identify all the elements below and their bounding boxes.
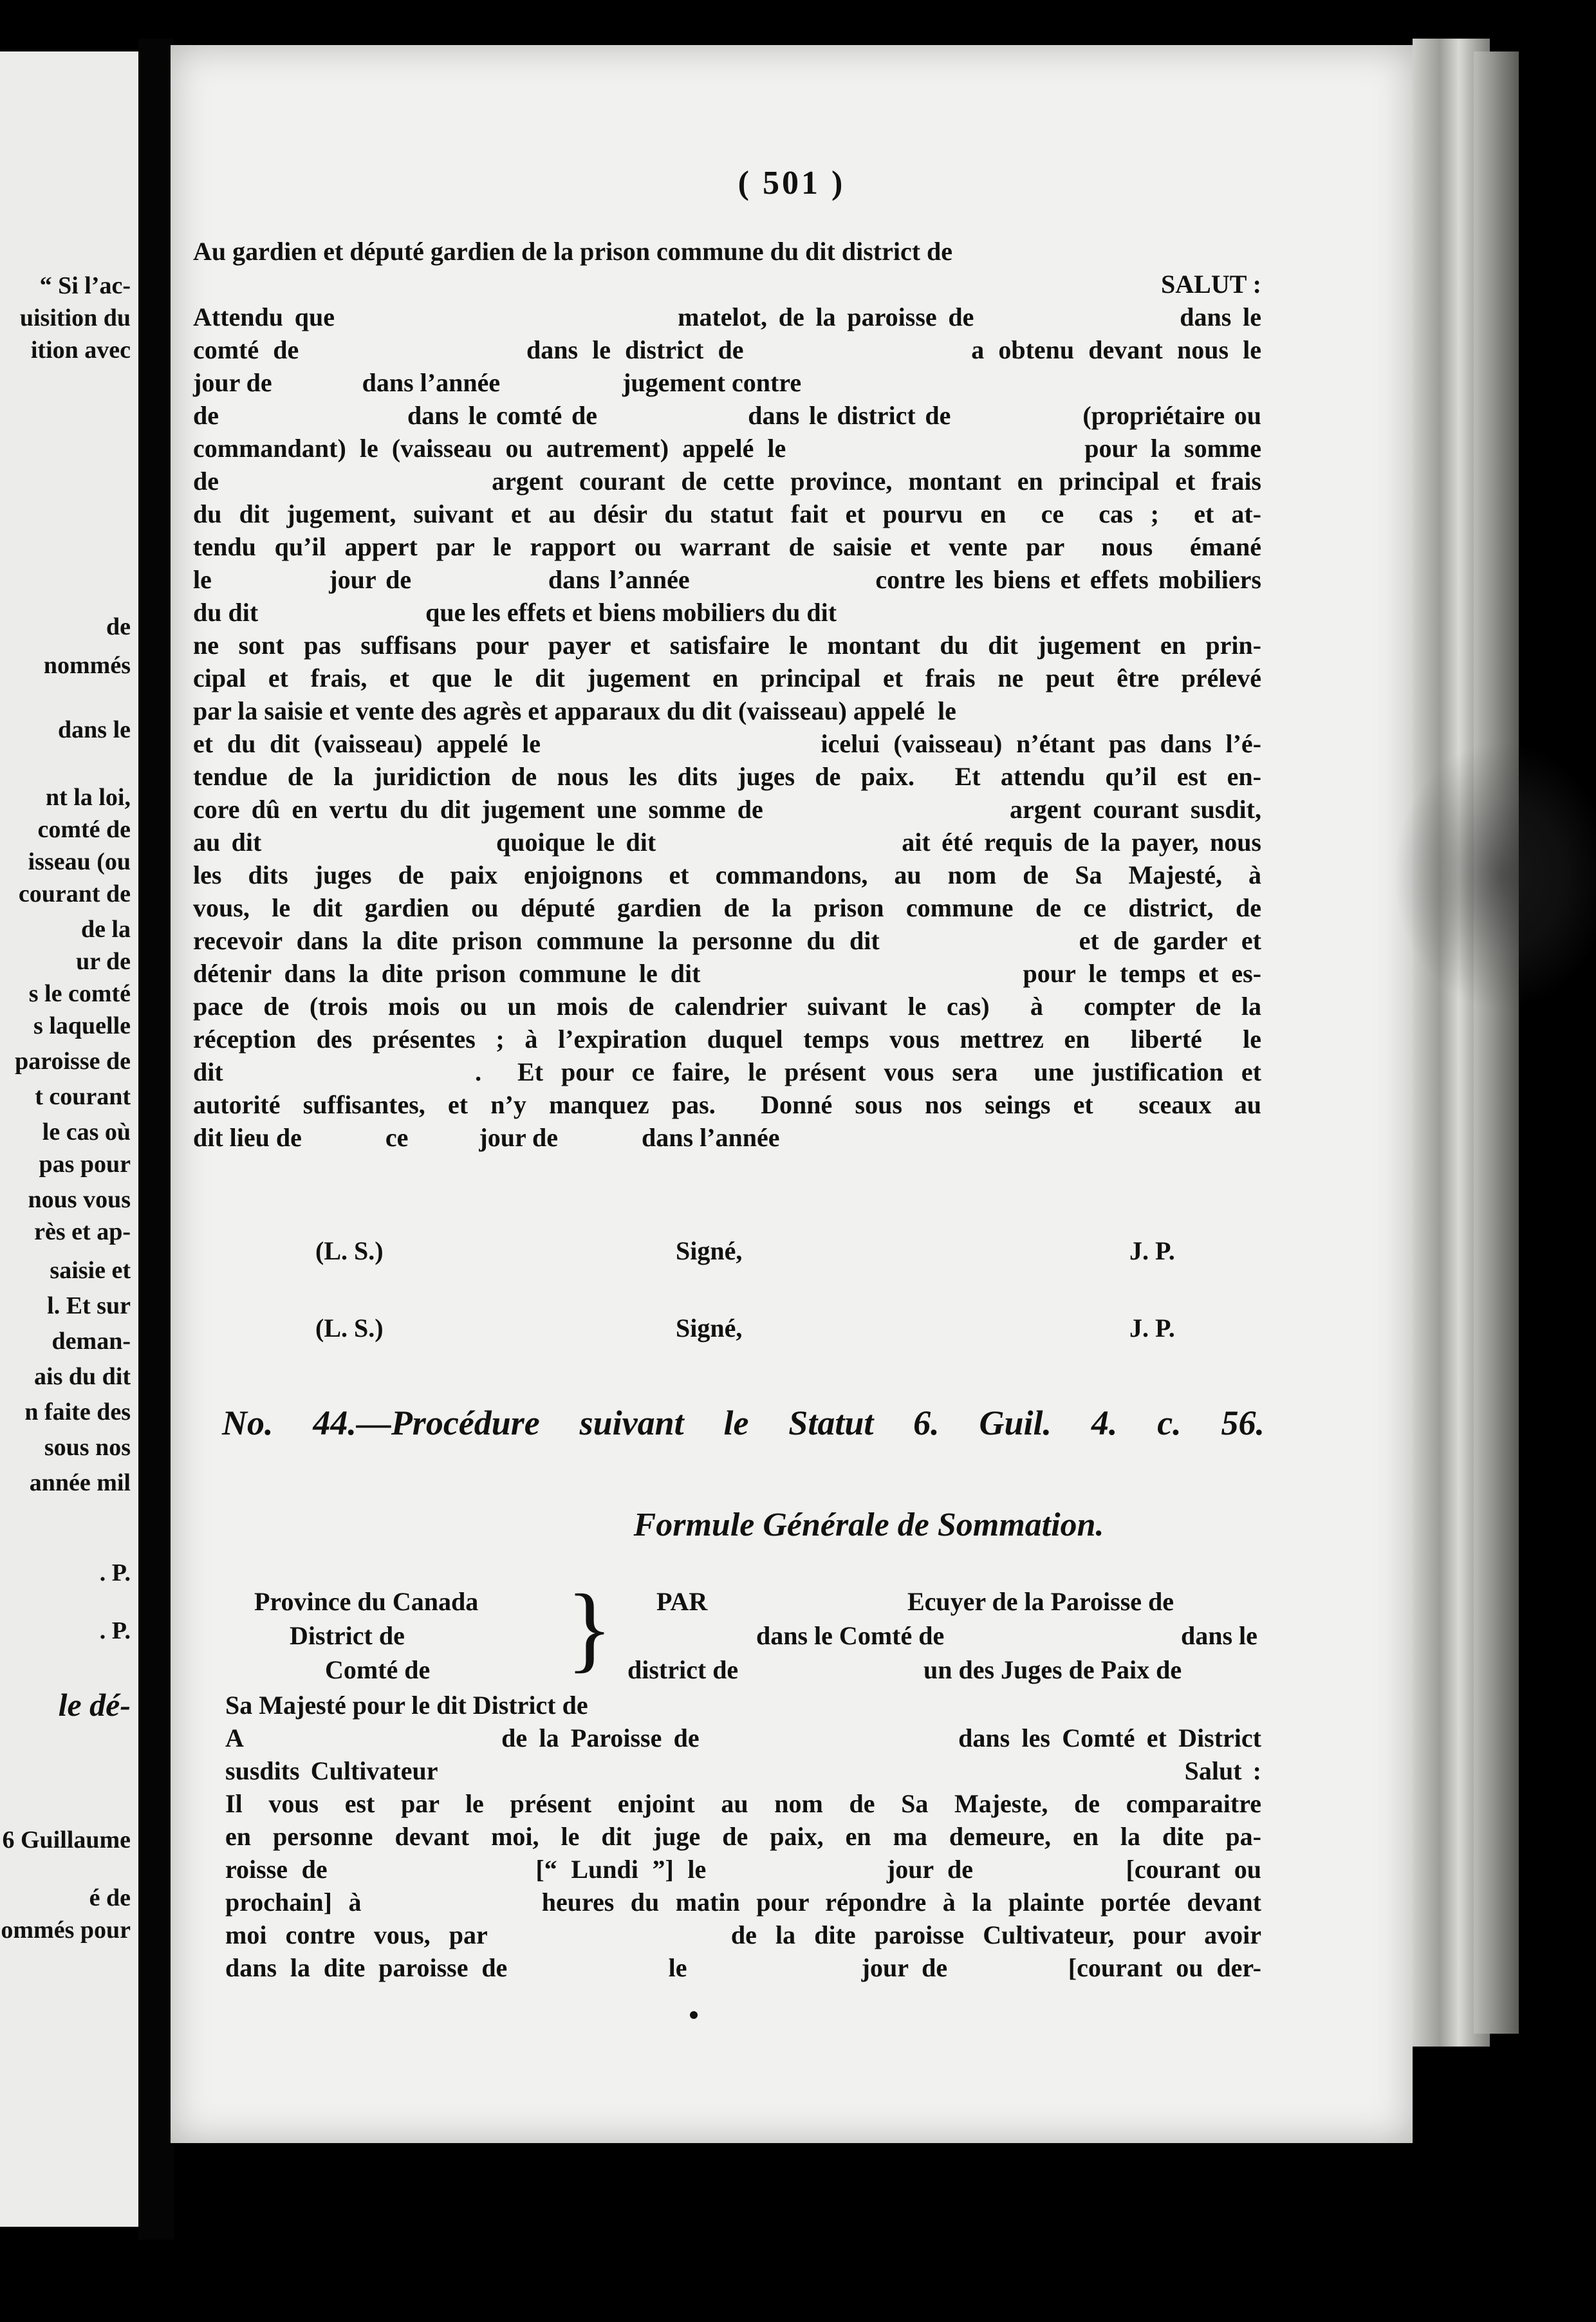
caption-par: PAR: [656, 1587, 708, 1616]
left-page-line: paroisse de: [15, 1048, 131, 1075]
text-line: détenir dans la dite prison commune le dit pour le temps et es-: [193, 959, 1261, 988]
text-line: et du dit (vaisseau) appelé le icelui (vaisseau) n’étant pas dans l’é-: [193, 729, 1261, 758]
text-line: jour de dans l’année jugement contre: [193, 368, 802, 397]
form-44-body: [225, 1689, 1261, 1984]
page-number: ( 501 ): [738, 165, 846, 201]
text-line: roisse de [“ Lundi ”] le jour de [courant ou: [225, 1855, 1261, 1884]
text-line: vous, le dit gardien ou député gardien de la prison commune de ce district, de: [193, 893, 1261, 922]
left-page-line: rès et ap-: [34, 1218, 131, 1245]
text-line: cipal et frais, et que le dit jugement en principal et frais ne peut être prélevé: [193, 664, 1261, 692]
printer-mark: [690, 2011, 698, 2019]
text-line: moi contre vous, par de la dite paroisse Cultivateur, pour avoir: [225, 1920, 1261, 1949]
form-44-heading: No. 44.—Procédure suivant le Statut 6. Guil. 4. c. 56.: [222, 1404, 1265, 1442]
left-page-line: . P.: [99, 1559, 131, 1586]
text-line: par la saisie et vente des agrès et apparaux du dit (vaisseau) appelé le: [193, 696, 956, 725]
text-line: du dit jugement, suivant et au désir du statut fait et pourvu en ce cas ; et at-: [193, 499, 1261, 528]
caption-brace: }: [566, 1575, 613, 1682]
left-page-line: ur de: [76, 948, 131, 975]
text-line: commandant) le (vaisseau ou autrement) appelé le pour la somme: [193, 434, 1261, 463]
text-line: Sa Majesté pour le dit District de: [225, 1691, 588, 1720]
page-edge-shadow: [1474, 51, 1519, 2034]
signed-2: Signé,: [676, 1314, 743, 1342]
text-line: tendu qu’il appert par le rapport ou warrant de saisie et vente par nous émané: [193, 532, 1261, 561]
form-43-body: [193, 235, 1261, 1154]
left-page-line: isseau (ou: [28, 848, 131, 875]
text-line: de dans le comté de dans le district de (propriétaire ou: [193, 401, 1261, 430]
left-page-line: de: [106, 613, 131, 640]
left-page-line: pas pour: [39, 1151, 131, 1178]
text-line: réception des présentes ; à l’expiration duquel temps vous mettrez en liberté le: [193, 1025, 1261, 1054]
caption-dans-comte: dans le Comté de: [756, 1621, 945, 1650]
seal-2: (L. S.): [315, 1314, 384, 1342]
left-facing-page: [0, 51, 138, 2227]
text-line: dit . Et pour ce faire, le présent vous sera une justification et: [193, 1057, 1261, 1086]
left-page-line: dans le: [58, 716, 131, 743]
left-page-line: le dé-: [58, 1687, 131, 1723]
text-line: de argent courant de cette province, montant en principal et frais: [193, 467, 1261, 496]
jp-title-2: J. P.: [1129, 1314, 1175, 1342]
text-line: Au gardien et député gardien de la prison commune du dit district de: [193, 237, 953, 266]
caption-province: Province du Canada: [254, 1587, 479, 1616]
left-page-line: 6 Guillaume: [2, 1826, 131, 1853]
left-page-line: t courant: [35, 1083, 131, 1110]
left-page-line: nt la loi,: [46, 784, 131, 811]
text-line: ne sont pas suffisans pour payer et satisfaire le montant du dit jugement en prin-: [193, 631, 1261, 660]
text-line: dit lieu de ce jour de dans l’année: [193, 1123, 780, 1152]
text-line: A de la Paroisse de dans les Comté et District: [225, 1723, 1261, 1752]
left-page-line: deman-: [51, 1328, 131, 1355]
left-page-line: n faite des: [24, 1398, 131, 1426]
text-line: tendue de la juridiction de nous les dits juges de paix. Et attendu qu’il est en-: [193, 762, 1261, 791]
left-page-line: de la: [80, 916, 131, 943]
left-page-line: sous nos: [44, 1434, 131, 1461]
left-page-line: s laquelle: [33, 1012, 131, 1039]
text-line: autorité suffisantes, et n’y manquez pas. Donné sous nos seings et sceaux au: [193, 1090, 1261, 1119]
text-line: Attendu que matelot, de la paroisse de dans le: [193, 302, 1261, 331]
left-page-line: nous vous: [28, 1186, 131, 1213]
book-gutter: [138, 39, 174, 2240]
form-44-subheading: Formule Générale de Sommation.: [633, 1507, 1104, 1543]
left-page-line: é de: [89, 1884, 131, 1911]
left-page-line: nommés: [43, 652, 131, 679]
text-line: susdits Cultivateur Salut :: [225, 1756, 1261, 1785]
caption-district-de: district de: [627, 1655, 739, 1684]
text-line: core dû en vertu du dit jugement une somme de argent courant susdit,: [193, 795, 1261, 824]
text-line: du dit que les effets et biens mobiliers du dit: [193, 598, 837, 627]
caption-juges: un des Juges de Paix de: [923, 1655, 1182, 1684]
caption-district: District de: [290, 1621, 405, 1650]
caption-ecuyer: Ecuyer de la Paroisse de: [907, 1587, 1174, 1616]
left-page-line: ais du dit: [34, 1363, 131, 1390]
text-line: prochain] à heures du matin pour répondre à la plainte portée devant: [225, 1888, 1261, 1917]
left-page-line: ommés pour: [1, 1917, 131, 1944]
left-page-line: courant de: [18, 880, 131, 907]
caption-dans-le: dans le: [1181, 1621, 1257, 1650]
text-line: pace de (trois mois ou un mois de calendrier suivant le cas) à compter de la: [193, 992, 1261, 1021]
caption-comte: Comté de: [325, 1655, 431, 1684]
left-page-line: . P.: [99, 1617, 131, 1644]
text-line: dans la dite paroisse de le jour de [courant ou der-: [225, 1953, 1261, 1982]
text-line: le jour de dans l’année contre les biens et effets mobiliers: [193, 565, 1261, 594]
text-line: les dits juges de paix enjoignons et commandons, au nom de Sa Majesté, à: [193, 860, 1261, 889]
text-line: au dit quoique le dit ait été requis de la payer, nous: [193, 828, 1261, 857]
text-line: recevoir dans la dite prison commune la personne du dit et de garder et: [193, 926, 1261, 955]
text-line: en personne devant moi, le dit juge de paix, en ma demeure, en la dite pa-: [225, 1822, 1261, 1851]
text-line: comté de dans le district de a obtenu devant nous le: [193, 335, 1261, 364]
left-page-line: saisie et: [50, 1257, 131, 1284]
left-page-line: le cas où: [42, 1119, 131, 1146]
text-line: SALUT :: [1161, 270, 1261, 299]
left-page-line: comté de: [37, 816, 131, 843]
left-page-line: l. Et sur: [47, 1292, 131, 1319]
signed-1: Signé,: [676, 1236, 743, 1265]
jp-title-1: J. P.: [1129, 1236, 1175, 1265]
left-page-line: “ Si l’ac-: [39, 272, 131, 299]
seal-1: (L. S.): [315, 1236, 384, 1265]
text-line: Il vous est par le présent enjoint au nom de Sa Majeste, de comparaitre: [225, 1789, 1261, 1818]
left-page-line: s le comté: [28, 980, 131, 1007]
left-page-line: année mil: [29, 1469, 131, 1496]
left-page-line: uisition du: [19, 304, 131, 331]
left-page-line: ition avec: [30, 337, 131, 364]
